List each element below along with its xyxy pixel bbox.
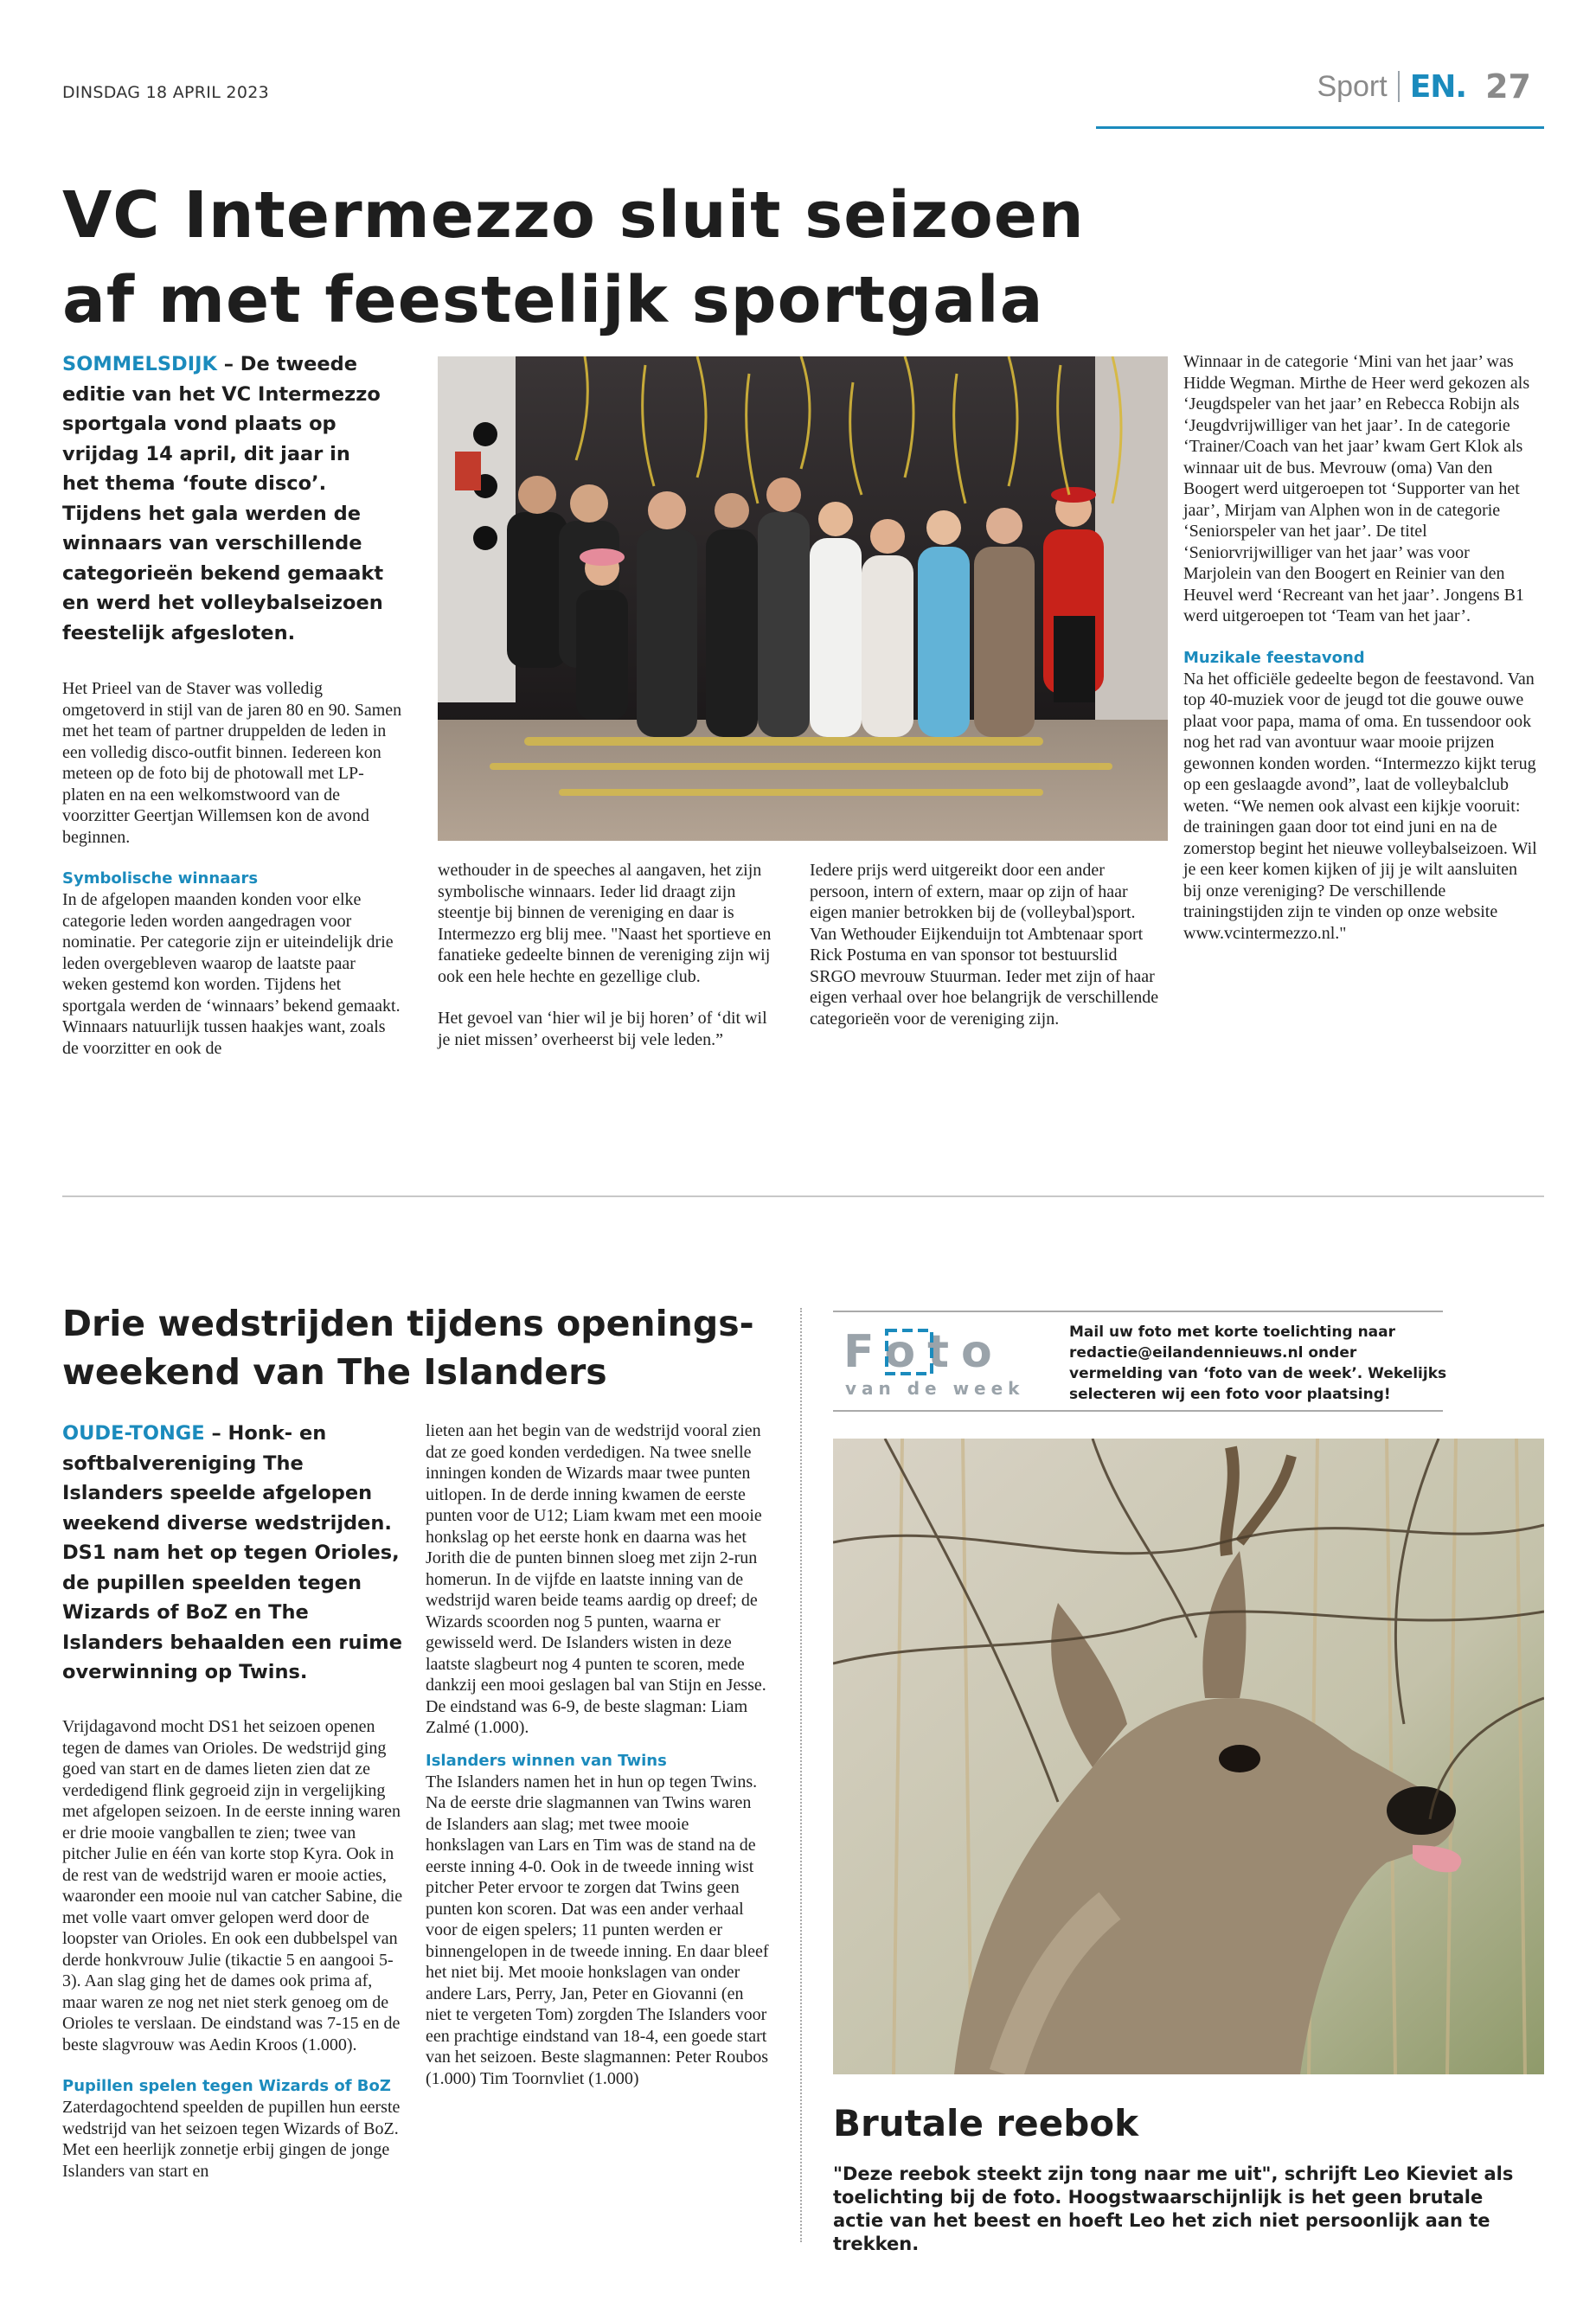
article1-lead [62,349,391,648]
header-rule [1096,126,1544,129]
article1-col1 [62,678,404,1059]
article2-headline [62,1299,806,1396]
subheading: Islanders winnen van Twins [426,1751,667,1770]
paragraph: wethouder in de speeches al aangaven, het zijn symbolische winnaars. Ieder lid draagt zijn steentje bij binnen de vereniging en daar is Intermezzo erg blij mee. "Naast het sportieve en fanatieke gedeelte binnen de vereniging zijn wij ook een hele hechte en gezellige club. [438,861,772,986]
article2-col1 [62,1716,404,2182]
fvdw-logo-graphic [843,1324,1038,1401]
page-header-right [1317,67,1531,106]
article1-col4 [1183,351,1538,944]
fvdw-bottom-rule [833,1410,1443,1412]
deer-photo [833,1439,1544,2074]
section-divider [62,1195,1544,1197]
fvdw-caption: "Deze reebok steekt zijn tong naar me uit", schrijft Leo Kieviet als toelichting bij de foto. Hoogstwaarschijnlijk is het geen brutale actie van het beest en hoeft Leo het zich niet persoonlijk aan te trekken. [833,2163,1514,2254]
fvdw-title: Brutale reebok [833,2102,1139,2144]
article2-lead [62,1419,404,1688]
fvdw-logo-bottom: van de week [845,1378,1025,1399]
header-separator [1398,71,1400,102]
article1-headline [62,173,1100,343]
fvdw-logo-top: Foto [843,1326,1004,1378]
subheading: Muzikale feestavond [1183,648,1365,667]
foto-van-de-week-logo [843,1324,1038,1401]
headline-line-2: weekend van The Islanders [62,1351,607,1393]
fvdw-top-rule [833,1311,1443,1312]
lead-text: – Honk- en softbalvereniging The Islanders speelde afgelopen weekend diverse wedstrijden. DS1 nam het op tegen Orioles, de pupillen speelden tegen Wizards of BoZ en The Islanders behaalden een ruime overwinning op Twins. [62,1422,402,1683]
lead-text: – De tweede editie van het VC Intermezzo sportgala vond plaats op vrijdag 14 april, dit jaar in het thema ‘foute disco’. Tijdens het gala werden de winnaars van verschillende categorieën bekend gemaakt en werd het volleybalseizoen feestelijk afgesloten. [62,353,384,644]
paragraph: lieten aan het begin van de wedstrijd vooral zien dat ze goed konden verdedigen. Na twee snelle inningen konden de Wizards maar twee punten uitlopen. In de derde inning kwamen de eerste punten voor de U12; Liam kwam met een mooie honkslag op het eerste honk en daarna was het Jorith die de punten binnen sloeg met zijn 2-run homerun. In de vijfde en laatste inning van de wedstrijd waren beide teams aardig op dreef; de Wizards scoorden nog 5 punten, waarna er gewisseld werd. De Islanders wisten in deze laatste slagbeurt nog 4 punten te scoren, mede dankzij een mooi geslagen bal van Stijn en Jesse. De eindstand was 6-9, de beste slagman: Liam Zalmé (1.000). [426,1421,766,1737]
fvdw-intro: Mail uw foto met korte toelichting naar redactie@eilandennieuws.nl onder vermelding van ‘foto van de week’. Wekelijks selecteren wij een foto voor plaatsing! [1069,1324,1447,1403]
gala-photo-image [438,356,1168,841]
issue-date: DINSDAG 18 APRIL 2023 [62,83,269,102]
paragraph: Zaterdagochtend speelden de pupillen hun eerste wedstrijd van het seizoen tegen Wizards of BoZ. Met een heerlijk zonnetje erbij gingen de jonge Islanders van start en [62,2098,401,2181]
paragraph: Vrijdagavond mocht DS1 het seizoen openen tegen de dames van Orioles. De wedstrijd ging goed van start en de dames lieten zien dat ze verdedigend flink gegroeid zijn in vergelijking met afgelopen seizoen. In de eerste inning waren er drie mooie vangballen te zien; twee van pitcher Julie en één van korte stop Kyra. Ook in de rest van de wedstrijd waren er mooie acties, waaronder een mooie nul van catcher Sabine, die met volle vaart omver gelopen werd door de loopster van Orioles. En ook een dubbelspel van derde honkvrouw Julie (tikactie 5 en aangooi 5-3). Aan slag ging het de dames ook prima af, maar waren ze nog net niet sterk genoeg om de Orioles te verslaan. De eindstand was 7-15 en de beste slagvrouw was Aedin Kroos (1.000). [62,1717,403,2054]
headline-line-2: af met feestelijk sportgala [62,263,1044,337]
brand-logo: EN. [1409,68,1467,105]
dateline-place: OUDE-TONGE [62,1422,205,1445]
article1-col2 [438,860,784,1050]
paragraph: Het Prieel van de Staver was volledig omgetoverd in stijl van de jaren 80 en 90. Samen met het team of partner druppelden de leden in een volledig disco-outfit binnen. Iedereen kon meteen op de foto bij de photowall met LP-platen en na een welkomstwoord van de voorzitter Geertjan Willemsen kon de avond beginnen. [62,679,402,847]
page-number: 27 [1485,67,1531,106]
paragraph: Het gevoel van ‘hier wil je bij horen’ of ‘dit wil je niet missen’ overheerst bij vele leden.” [438,1009,767,1049]
section-label: Sport [1317,69,1388,103]
article1-col3 [810,860,1164,1029]
headline-line-1: VC Intermezzo sluit seizoen [62,178,1085,253]
dateline-place: SOMMELSDIJK [62,353,217,375]
column-divider [800,1308,802,2242]
paragraph: In de afgelopen maanden konden voor elke categorie leden worden aangedragen voor nominatie. Per categorie zijn er uiteindelijk drie leden overgebleven waarop de laatste paar weken gestemd kon worden. Tijdens het sportgala werden de ‘winnaars’ bekend gemaakt. Winnaars natuurlijk tussen haakjes want, zoals de voorzitter en ook de [62,890,401,1058]
subheading: Pupillen spelen tegen Wizards of BoZ [62,2077,391,2095]
deer-photo-image [833,1439,1544,2074]
article2-col2 [426,1420,772,2089]
paragraph: Na het officiële gedeelte begon de feestavond. Van top 40-muziek voor de jeugd tot die gouwe ouwe plaat voor papa, mama of oma. En tussendoor ook nog het rad van avontuur waar mooie prijzen gewonnen konden worden. “Intermezzo kijkt terug op een geslaagde avond”, laat de volleybalclub weten. “We nemen ook alvast een kijkje vooruit: de trainingen gaan door tot eind juni en na de zomerstop begint het nieuwe volleybalseizoen. Wil je een keer komen kijken of jij je wilt aansluiten bij onze vereniging? De verschillende trainingstijden zijn te vinden op onze website www.vcintermezzo.nl." [1183,669,1537,943]
paragraph: Iedere prijs werd uitgereikt door een ander persoon, intern of extern, maar op zijn of haar eigen manier betrokken bij de (volleybal)sport. Van Wethouder Eijkenduijn tot Ambtenaar sport Rick Postuma en van sponsor tot bestuurslid SRGO mevrouw Stuurman. Ieder met zijn of haar eigen verhaal over hoe belangrijk de verschillende categorieën voor de vereniging zijn. [810,861,1159,1029]
gala-photo [438,356,1168,841]
subheading: Symbolische winnaars [62,869,259,888]
headline-line-1: Drie wedstrijden tijdens openings- [62,1303,754,1344]
paragraph: The Islanders namen het in hun op tegen Twins. Na de eerste drie slagmannen van Twins waren de Islanders aan slag; met twee mooie honkslagen van Lars en Tim was de stand na de eerste inning 4-0. Ook in de tweede inning wist pitcher Peter ervoor te zorgen dat Twins geen punten kon scoren. Dat was een ander verhaal voor de eigen spelers; 11 punten werden er binnengelopen in de tweede inning. En daar bleef het niet bij. Met mooie honkslagen van onder andere Lars, Perry, Jan, Peter en Giovanni (en niet te vergeten Tom) zorgden The Islanders voor een prachtige eindstand van 18-4, een goede start van het seizoen. Beste slagmannen: Peter Roubos (1.000) Tim Toornvliet (1.000) [426,1772,769,2088]
paragraph: Winnaar in de categorie ‘Mini van het jaar’ was Hidde Wegman. Mirthe de Heer werd gekozen als ‘Jeugdspeler van het jaar’ en Rebecca Robijn als ‘Jeugdvrijwilliger van het jaar’. In de categorie ‘Trainer/Coach van het jaar’ kwam Gert Klok als winnaar uit de bus. Mevrouw (oma) Van den Boogert werd uitgeroepen tot ‘Supporter van het jaar’, Mirjam van Alphen won in de categorie ‘Seniorspeler van het jaar’. De titel ‘Seniorvrijwilliger van het jaar’ was voor Marjolein van den Boogert en Reinier van den Heuvel werd ‘Recreant van het jaar’. Jongens B1 werd uitgeroepen tot ‘Team van het jaar’. [1183,352,1530,625]
